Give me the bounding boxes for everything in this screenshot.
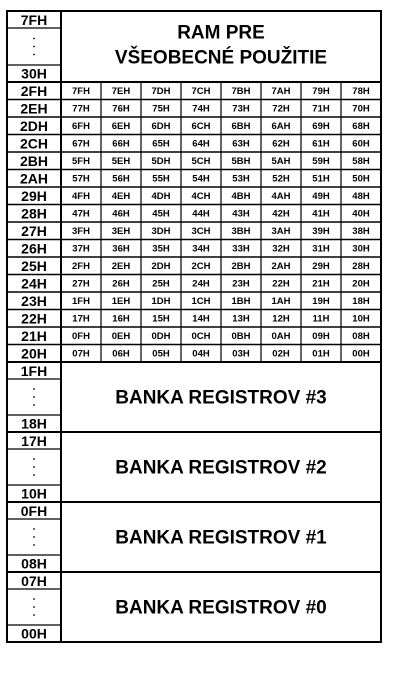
bit-row-address: 20H [21,345,47,362]
register-bank-2-dot-0 [33,528,35,530]
bit-address-cell: 78H [352,85,370,97]
bit-address-cell: 46H [112,208,130,220]
bit-address-cell: 48H [352,190,370,202]
bit-address-cell: 3CH [191,225,211,237]
register-bank-3-upper-address: 07H [21,573,47,589]
bit-address-cell: 20H [352,278,370,290]
bit-address-cell: 1DH [151,295,171,307]
bit-address-cell: 3FH [72,225,90,237]
bit-address-cell: 7FH [72,85,90,97]
bit-address-cell: 2CH [191,260,211,272]
bit-address-cell: 06H [112,348,130,360]
bit-address-cell: 3EH [111,225,131,237]
bit-row-address: 21H [21,327,47,344]
bit-address-cell: 67H [72,138,90,150]
bit-address-cell: 2FH [72,260,90,272]
bit-address-cell: 23H [232,278,250,290]
bit-address-cell: 5BH [231,155,251,167]
register-bank-3-dot-1 [33,606,35,608]
bit-address-cell: 2DH [151,260,171,272]
bit-address-cell: 5CH [191,155,211,167]
bit-address-cell: 01H [312,348,330,360]
bit-address-cell: 09H [312,330,330,342]
bit-address-cell: 5DH [151,155,171,167]
bit-address-cell: 5AH [271,155,291,167]
bit-address-cell: 60H [352,138,370,150]
bit-address-cell: 6FH [72,120,90,132]
bit-address-cell: 51H [312,173,330,185]
bit-row-address: 27H [21,222,47,239]
bit-address-cell: 39H [312,225,330,237]
bit-address-cell: 49H [312,190,330,202]
bit-address-cell: 72H [272,103,290,115]
bit-address-cell: 4FH [72,190,90,202]
bit-address-cell: 6CH [191,120,211,132]
register-bank-2-dot-2 [33,544,35,546]
bit-address-cell: 26H [112,278,130,290]
register-bank-2-upper-address: 0FH [20,503,48,519]
bit-row-address: 2DH [19,117,49,134]
bit-address-cell: 63H [232,138,250,150]
bit-address-cell: 6EH [111,120,131,132]
bit-address-cell: 45H [152,208,170,220]
bit-address-cell: 61H [312,138,330,150]
bit-address-cell: 25H [152,278,170,290]
general-ram-lower-address: 30H [21,65,47,82]
register-bank-label: BANKA REGISTROV #3 [115,387,327,409]
register-bank-3-dot-0 [33,598,35,600]
register-bank-2-lower-address: 08H [21,555,47,572]
bit-address-cell: 3AH [271,225,291,237]
bit-row-address: 29H [21,187,47,204]
register-bank-0-upper-address: 1FH [20,363,48,379]
bit-address-cell: 30H [352,243,370,255]
bit-row-address: 2AH [19,170,49,187]
bit-address-cell: 7EH [111,85,131,97]
bit-row-address: 22H [21,310,47,327]
bit-address-cell: 4CH [191,190,211,202]
bit-address-cell: 28H [352,260,370,272]
bit-address-cell: 54H [192,173,210,185]
bit-row-address: 2EH [20,100,48,117]
register-bank-1-dot-1 [33,466,35,468]
register-bank-1-lower-address: 10H [21,485,47,502]
bit-address-cell: 47H [72,208,90,220]
bit-address-cell: 56H [112,173,130,185]
register-bank-2-dot-1 [33,536,35,538]
bit-address-cell: 70H [352,103,370,115]
bit-address-cell: 6DH [151,120,171,132]
bit-address-cell: 6AH [271,120,291,132]
bit-address-cell: 0EH [111,330,131,342]
bit-address-cell: 32H [272,243,290,255]
bit-address-cell: 13H [232,313,250,325]
bit-address-cell: 50H [352,173,370,185]
bit-address-cell: 75H [152,103,170,115]
bit-address-cell: 58H [352,155,370,167]
bit-row-address: 2FH [20,82,48,99]
bit-address-cell: 7BH [231,85,251,97]
bit-address-cell: 00H [352,348,370,360]
general-ram-title-line2: VŠEOBECNÉ POUŽITIE [114,47,328,69]
bit-row-address: 2BH [19,152,49,169]
bit-address-cell: 37H [72,243,90,255]
bit-address-cell: 0CH [191,330,211,342]
bit-address-cell: 42H [272,208,290,220]
register-bank-label: BANKA REGISTROV #2 [115,457,327,479]
bit-address-cell: 10H [352,313,370,325]
bit-address-cell: 7DH [151,85,171,97]
bit-address-cell: 5FH [72,155,90,167]
bit-address-cell: 12H [272,313,290,325]
general-ram-title-line1: RAM PRE [177,22,265,44]
bit-address-cell: 66H [112,138,130,150]
bit-address-cell: 33H [232,243,250,255]
bit-address-cell: 03H [232,348,250,360]
bit-address-cell: 15H [152,313,170,325]
bit-row-address: 24H [21,275,47,292]
bit-address-cell: 38H [352,225,370,237]
bit-address-cell: 1CH [191,295,211,307]
bit-address-cell: 4EH [111,190,131,202]
bit-address-cell: 18H [352,295,370,307]
general-ram-upper-address: 7FH [20,12,48,28]
bit-address-cell: 05H [152,348,170,360]
bit-address-cell: 41H [312,208,330,220]
bit-address-cell: 74H [192,103,210,115]
bit-address-cell: 1BH [231,295,251,307]
bit-address-cell: 3BH [231,225,251,237]
bit-address-cell: 08H [352,330,370,342]
bit-address-cell: 35H [152,243,170,255]
bit-address-cell: 0FH [72,330,90,342]
register-bank-label: BANKA REGISTROV #1 [115,527,327,549]
bit-address-cell: 2BH [231,260,251,272]
bit-address-cell: 22H [272,278,290,290]
bit-address-cell: 1FH [72,295,90,307]
register-bank-1-dot-0 [33,458,35,460]
bit-row-address: 28H [21,205,47,222]
bit-address-cell: 02H [272,348,290,360]
register-bank-3-lower-address: 00H [21,625,47,642]
register-bank-label: BANKA REGISTROV #0 [115,597,327,619]
bit-row-address: 23H [21,292,47,309]
bit-address-cell: 43H [232,208,250,220]
bit-address-cell: 4BH [231,190,251,202]
bit-address-cell: 59H [312,155,330,167]
bit-address-cell: 71H [312,103,330,115]
bit-address-cell: 3DH [151,225,171,237]
bit-address-cell: 07H [72,348,90,360]
register-bank-0-dot-2 [33,404,35,406]
bit-row-address: 25H [21,257,47,274]
bit-address-cell: 69H [312,120,330,132]
bit-address-cell: 0AH [271,330,291,342]
general-ram-dot-0 [33,38,35,40]
bit-address-cell: 44H [192,208,210,220]
bit-address-cell: 5EH [111,155,131,167]
bit-address-cell: 31H [312,243,330,255]
bit-address-cell: 52H [272,173,290,185]
register-bank-0-dot-1 [33,396,35,398]
bit-address-cell: 14H [192,313,210,325]
bit-address-cell: 0DH [151,330,171,342]
general-ram-dot-1 [33,46,35,48]
bit-address-cell: 27H [72,278,90,290]
bit-address-cell: 1AH [271,295,291,307]
register-bank-1-upper-address: 17H [21,433,47,449]
bit-address-cell: 1EH [111,295,131,307]
bit-address-cell: 29H [312,260,330,272]
bit-address-cell: 73H [232,103,250,115]
register-bank-0-lower-address: 18H [21,415,47,432]
bit-address-cell: 2AH [271,260,291,272]
bit-address-cell: 0BH [231,330,251,342]
bit-address-cell: 79H [312,85,330,97]
bit-address-cell: 11H [312,313,330,325]
register-bank-0-dot-0 [33,388,35,390]
bit-address-cell: 6BH [231,120,251,132]
bit-address-cell: 40H [352,208,370,220]
bit-address-cell: 36H [112,243,130,255]
general-ram-dot-2 [33,54,35,56]
bit-address-cell: 65H [152,138,170,150]
bit-address-cell: 4DH [151,190,171,202]
bit-address-cell: 2EH [111,260,131,272]
bit-address-cell: 53H [232,173,250,185]
register-bank-3-dot-2 [33,614,35,616]
bit-address-cell: 55H [152,173,170,185]
bit-address-cell: 68H [352,120,370,132]
bit-address-cell: 57H [72,173,90,185]
bit-address-cell: 24H [192,278,210,290]
bit-address-cell: 04H [192,348,210,360]
bit-address-cell: 7CH [191,85,211,97]
register-bank-1-dot-2 [33,474,35,476]
bit-row-address: 26H [21,240,47,257]
bit-address-cell: 17H [72,313,90,325]
bit-address-cell: 34H [192,243,210,255]
bit-address-cell: 77H [72,103,90,115]
bit-address-cell: 64H [192,138,210,150]
bit-address-cell: 4AH [271,190,291,202]
bit-address-cell: 76H [112,103,130,115]
bit-address-cell: 16H [112,313,130,325]
bit-address-cell: 19H [312,295,330,307]
bit-address-cell: 62H [272,138,290,150]
bit-address-cell: 7AH [271,85,291,97]
bit-row-address: 2CH [19,135,49,152]
bit-address-cell: 21H [312,278,330,290]
